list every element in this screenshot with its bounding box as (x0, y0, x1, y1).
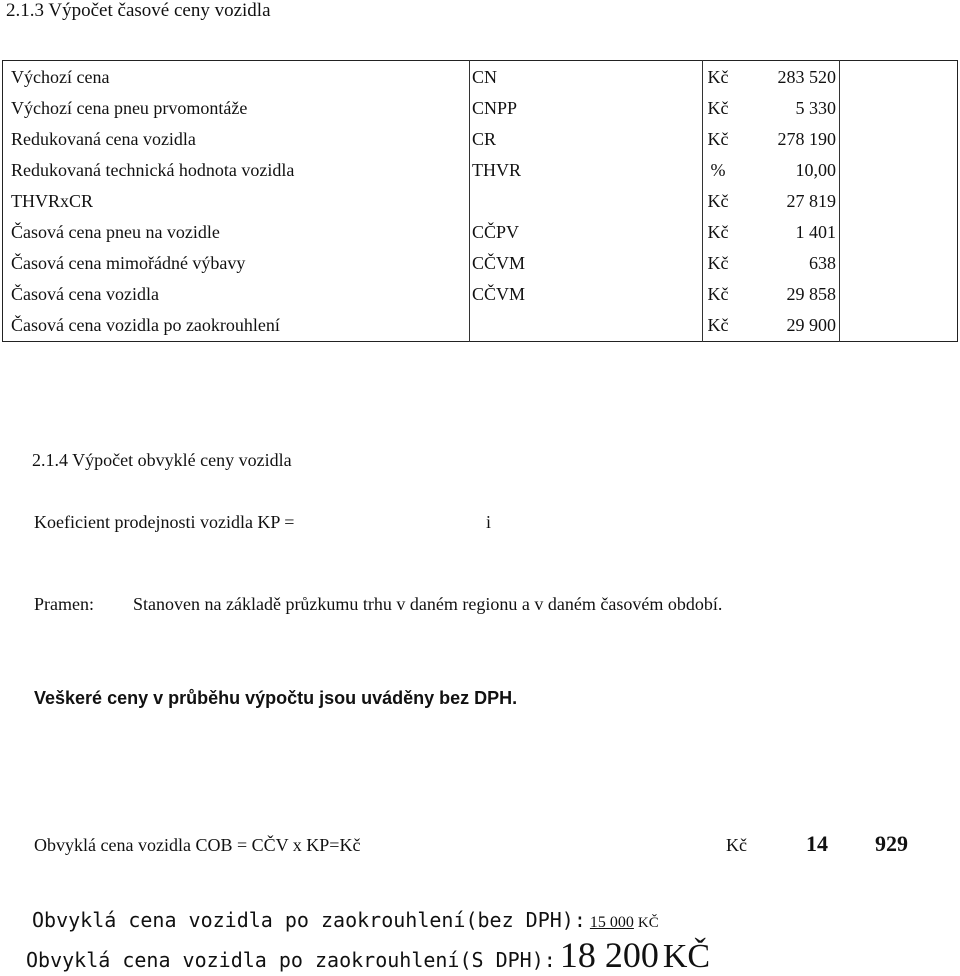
row-unit: Kč (707, 222, 729, 243)
row-value: 278 190 (777, 128, 836, 149)
row-spacer (840, 185, 958, 216)
section-title-usual-price: 2.1.4 Výpočet obvyklé ceny vozidla (32, 450, 292, 470)
row-code: CČVM (470, 248, 703, 279)
table-row (3, 123, 958, 154)
row-unit: Kč (707, 66, 729, 87)
row-value: 638 (809, 253, 836, 274)
row-label: THVRxCR (11, 190, 94, 211)
cob-value-part1: 14 (806, 831, 828, 856)
kp-label: Koeficient prodejnosti vozidla KP = (34, 512, 295, 532)
table-row (3, 279, 958, 310)
row-label: Časová cena pneu na vozidle (11, 222, 220, 243)
time-price-table-body (3, 61, 958, 342)
row-label: Výchozí cena (11, 66, 110, 87)
row-code (470, 185, 703, 216)
row-unit: Kč (707, 284, 729, 305)
table-row (3, 248, 958, 279)
row-spacer (840, 61, 958, 93)
row-spacer (840, 123, 958, 154)
row-code: CNPP (470, 92, 703, 123)
kp-value: i (486, 512, 492, 532)
row-code (470, 310, 703, 342)
rounded-without-vat-unit: KČ (637, 915, 659, 931)
row-code: THVR (470, 154, 703, 185)
row-spacer (840, 92, 958, 123)
row-code: CR (470, 123, 703, 154)
table-row (3, 61, 958, 93)
row-code: CČPV (470, 217, 703, 248)
row-spacer (840, 279, 958, 310)
rounded-without-vat-value: 15 000 (589, 914, 634, 931)
row-unit: Kč (707, 128, 729, 149)
cob-label: Obvyklá cena vozidla COB = CČV x KP=Kč (34, 835, 361, 855)
row-label: Redukovaná technická hodnota vozidla (11, 159, 295, 180)
prices-note: Veškeré ceny v průběhu výpočtu jsou uváděny bez DPH. (34, 688, 518, 708)
cob-unit: Kč (726, 835, 747, 855)
row-spacer (840, 217, 958, 248)
row-unit: Kč (707, 190, 729, 211)
row-unit: Kč (707, 315, 729, 336)
table-row (3, 154, 958, 185)
row-value: 27 819 (786, 190, 836, 211)
section-title-time-price: 2.1.3 Výpočet časové ceny vozidla (6, 0, 271, 21)
source-label: Pramen: (34, 594, 94, 614)
row-value: 283 520 (777, 66, 836, 87)
row-value: 5 330 (795, 97, 836, 118)
table-row (3, 185, 958, 216)
table-row (3, 310, 958, 342)
rounded-with-vat-value: 18 200 (559, 935, 659, 975)
rounded-without-vat-label: Obvyklá cena vozidla po zaokrouhlení(bez DPH): (32, 908, 586, 932)
row-code: CN (470, 61, 703, 93)
source-text: Stanoven na základě průzkumu trhu v daném regionu a v daném časovém období. (133, 594, 723, 614)
row-code: CČVM (470, 279, 703, 310)
row-label: Časová cena vozidla po zaokrouhlení (11, 315, 280, 336)
rounded-price-without-vat (32, 908, 659, 932)
row-value: 1 401 (795, 222, 836, 243)
rounded-with-vat-label: Obvyklá cena vozidla po zaokrouhlení(S DPH): (26, 948, 556, 972)
rounded-with-vat-unit: KČ (662, 938, 711, 975)
row-value: 10,00 (795, 159, 836, 180)
row-unit: Kč (707, 253, 729, 274)
row-label: Časová cena mimořádné výbavy (11, 253, 246, 274)
row-spacer (840, 248, 958, 279)
time-price-table (2, 60, 958, 342)
row-unit: Kč (707, 97, 729, 118)
row-label: Časová cena vozidla (11, 284, 159, 305)
table-row (3, 217, 958, 248)
rounded-price-with-vat (26, 934, 710, 976)
row-label: Výchozí cena pneu prvomontáže (11, 97, 248, 118)
row-unit: % (710, 159, 726, 180)
cob-value-part2: 929 (875, 831, 908, 856)
row-spacer (840, 154, 958, 185)
row-value: 29 900 (786, 315, 836, 336)
row-label: Redukovaná cena vozidla (11, 128, 196, 149)
table-row (3, 92, 958, 123)
row-value: 29 858 (786, 284, 836, 305)
row-spacer (840, 310, 958, 342)
